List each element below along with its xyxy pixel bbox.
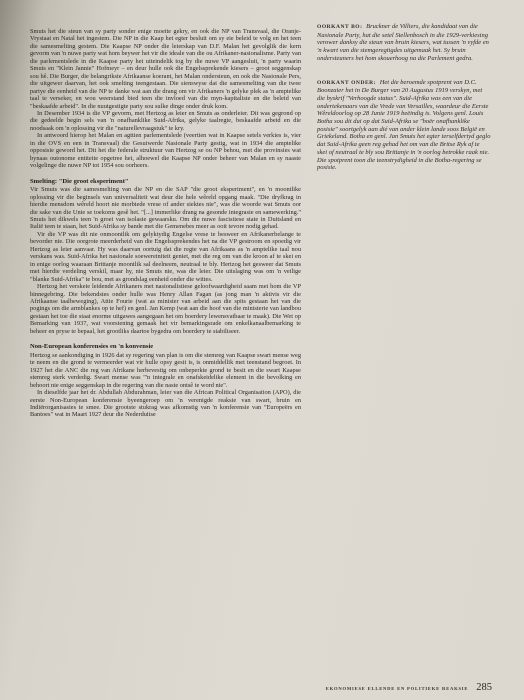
section-heading-konferensies: Non-European konferensies en 'n konvensie xyxy=(30,343,154,351)
body-paragraph: Hertzog het verskeie leidende Afrikaners met nasionalistiese geloofwaardigheid saam met hom die VP binnegebring. Die bekendstes onder hulle was Henry Allan Fagan (as jong man 'n aktivis vir die Afrikaanse taalbeweging), Attie Fourie (wat as minister van arbeid aan die spits gestaan het van die pogings om die armblankes op te hef) en genl. Jan Kemp (wat aan die hoof van die ministerie van landbou gestaan het toe die staat enorme uitgawes aangegaan het om boerdery lewensvatbaar te maak). Die Wet op Bemarking van 1937, wat voorsiening gemaak het vir bemarkingsrade om enkelkanaalbemarking te beheer en pryse te bepaal, het grootliks daartoe bygedra om boerdery te stabiliseer. xyxy=(30,283,301,335)
caption-lead: OORKANT ONDER: xyxy=(317,79,377,86)
body-paragraph: In Desember 1934 is die VP gevorm, met Hertzog as leier en Smuts as onderleier. Dit was gegrond op die gedeelde begin sels van 'n onafhanklike Suid-Afrika, gelyke taalregte, beskaafde arbeid en die noodsaak om 'n oplossing vir die "naturellevraagstuk" te kry. xyxy=(30,109,301,132)
caption-lead: OORKANT BO: xyxy=(317,24,363,30)
caption-text: Bruckner de Villiers, die kandidaat van die Nasionale Party, hat die setel Stellenbosch in die 1929-verkiesing verower danksy die steun van bruin kiesers, wat tussen 'n vyfde en 'n kwart van die stemgeregtigdes uitgemaak het. Sy bruin ondersteuners het hom skouerhoog na die Parlement gedra. xyxy=(317,23,489,62)
caption-top xyxy=(317,23,491,63)
page-footer xyxy=(280,682,492,693)
body-paragraph: Smuts het die steun van sy party sonder enige moeite gekry, en ook die NP van Transvaal, die Oranje-Vrystaat en Natal het ingestem. Die NP in die Kaap het egter besluit om sy eie beleid te volg en het teen die samesmelting gestem. Die Kaapse NP onder die leierskap van D.F. Malan het gevolglik die kern gevorm van 'n nuwe party wat hom beywer het vir die ideale van die ou Afrikaner-nasionalisme. Party van die parlementslede in die Kaapse party het uiteindelik tog by die nuwe VP aangesluit, 'n party waarin Smuts en "Klein Jannie" Hofmeyr – en deur hulle ook die Engelssprekende kiesers – groot seggenskap sou hê. Die Burger, die belangrikste Afrikaanse koerant, het Malan ondersteun, en ook die Nasionale Pers, die uitgewer daarvan, het ook smelting teengestaan. Die sienswyse dat die samesmelting van die twee partye die eenheid van die NP te danke wat aan die drang om vir Afrikaners 'n gelyke plek as 'n amptelike taal te verseker, en wou weerstand bied teen die invloed van die myn-kapitaliste en die beleid van "beskaafde arbeid". In die nuutgestigte party sou sulke dinge onder druk kom. xyxy=(30,28,301,110)
body-paragraph: Vir Smuts was die samesmelting van die NP en die SAP "die groot eksperiment", en 'n moontlike oplossing vir die beginsels van universaliteit wat deur die hele wêreld opgang maak. "Die dryfkrag in hierdie mensdom wêreld hoort nie morbiede vrese of ander siektes nie", was die woorde wat Smuts oor die sake van die Unie se toekoms gesê het. "[...] immerlike drang na gesonde integrasie en samewerking." Smuts het dikwels teen 'n groei van isolasie gewaarsku. Om die nuwe fascistiese state in Duitsland en Italië teen te staan, het Suid-Afrika sy bande met die Gemenebes meer as ooit tevore nodig gehad. xyxy=(30,186,301,231)
main-text-column xyxy=(30,28,301,419)
page-number: 285 xyxy=(476,682,492,693)
body-paragraph: In dieselfde jaar het dr. Abdullah Abdurahman, leier van die African Political Organisation (APO), die eerste Non-European konferensie byeengeroep om 'n verenigde reaksie van swart, bruin en Indiërorganisasies te smee. Die grootste stukrag was afkomstig van 'n konferensie van "Europeërs en Bantoes" wat in Maart 1927 deur die Nederduitse xyxy=(30,389,301,419)
caption-bottom xyxy=(317,79,491,172)
section-heading-smelting: Smelting: "Die groot eksperiment" xyxy=(30,177,129,185)
body-paragraph: In antwoord hierop het Malan en agttien parlementslede (veertien wat in Kaapse setels verkies is, vier in die OVS en een in Transvaal) die Gesuiwerde Nasionale Party gestig, wat in 1934 die amptelike opposisie geword het. Dit het die federale struktuur van Hertzog se ou NP behou, met die provinsies wat bynaas outonome entiteite opgetree het, alhoewel die Kaapse NP onder beheer van Malan en sy naaste volgelinge die nuwe NP tot 1954 sou oorheers. xyxy=(30,132,301,170)
body-paragraph: Vir die VP was dit nie onmoontlik om gelyktydig Engelse vrese te besweer en Afrikanerbelange te bevorder nie. Die oorgrote meerderheid van die Engelssprekendes het na die VP gestroom en spoedig vir Hertzog as leier aanvaar. Hy was daarvan oortuig dat die regte van Afrikaans as 'n amptelike taal nou verskans was. Suid-Afrika het nasionale soewereiniteit geniet, met die reg om van die kroon af te skei en in enige oorlog waaraan Brittanje moontlik sal deelneem, neutraal te bly. Hertzog het gesweer dat Smuts met hierdie verdeling verskil, maar hy, nie Smuts nie, was die leier. Die uitslaging was om 'n veilige "blanke Suid-Afrika" te bou, met as grondslag eenheid onder die wittes. xyxy=(30,230,301,283)
running-title: EKONOMIESE ELLENDE EN POLITIEKE REAKSIE xyxy=(325,686,469,691)
caption-column xyxy=(317,23,491,188)
body-paragraph: Hertzog se aankondiging in 1926 dat sy regering van plan is om die stemreg van Kaapse swart mense weg te neem en die grond te vermeerder wat vir hulle opsy gesit is, is onmiddellik met teenstand begroet. In 1927 het die ANC die reg van Afrikane herbevestig om onbeperkte grond te besit en die swart Kaapse stemreg sterk verdedig. Swart mense was "'n integrale en onafskeidelike element in die bevolking en behoort nie enige seggenskap in die regering van die naste ontsê te word nie". xyxy=(30,351,301,389)
caption-text: Het die beroemde spotprent van D.C. Boonzaier het in De Burger van 20 Augustus 1919 verskyn, met die byskrif "Verhoogde status". Suid-Afrika was een van die ondertekenaars van die Vrede van Versailles, waardeur die Eerste Wêreldoorlog op 28 Junie 1919 beëindig is. Volgens genl. Louis Botha sou dit dui op dat Suid-Afrika se "hoër onafhanklike posisie" soortgelyk aan dié van ander klein lande soos België en Griekeland. Botha en genl. Jan Smuts het egter terselfdertyd geglo dat Suid-Afrika geen reg gehad het om van die Britse Ryk af te skei of neutraal te bly sou Brittanje in 'n oorlog betrokke raak nie. Die spotprent toon die teenstrydigheid in die Botha-regering se posisie. xyxy=(317,78,491,172)
